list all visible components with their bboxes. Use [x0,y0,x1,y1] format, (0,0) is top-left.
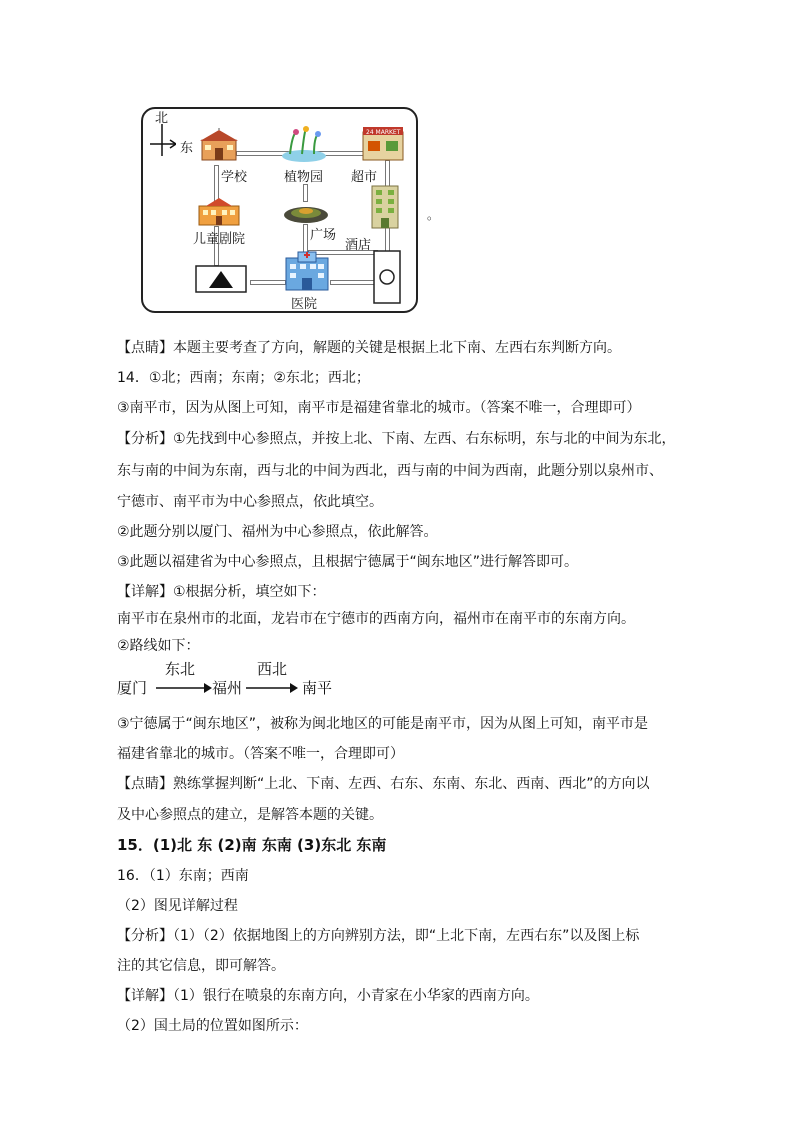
botanical-garden-icon [280,126,328,164]
text-line: 南平市在泉州市的北面，龙岩市在宁德市的西南方向，福州市在南平市的东南方向。 [117,611,635,627]
text-line: 及中心参照点的建立，是解答本题的关键。 [117,807,383,823]
text-line: ③此题以福建省为中心参照点，且根据宁德属于“闽东地区”进行解答即可。 [117,554,579,570]
text-line: ③宁德属于“闽东地区”，被称为闽北地区的可能是南平市，因为从图上可知，南平市是 [117,716,649,732]
text-line: 【分析】①先找到中心参照点，并按上北、下南、左西、右东标明，东与北的中间为东北， [117,431,676,447]
text-line: 【详解】（1）银行在喷泉的东南方向，小青家在小华家的西南方向。 [117,988,539,1004]
hospital-icon [284,250,330,292]
text-line: 宁德市、南平市为中心参照点，依此填空。 [117,494,383,510]
hotel-label: 酒店 [345,238,372,253]
text-line: （2）国土局的位置如图所示： [117,1018,308,1034]
route-from: 厦门 [117,679,148,697]
compass-north-label: 北 [155,111,169,126]
trailing-period: 。 [427,208,440,222]
arrow-right-icon [156,682,212,694]
road-bottom-left [250,280,286,285]
compass-east-label: 东 [180,141,194,156]
text-line: ②此题分别以厦门、福州为中心参照点，依此解答。 [117,524,438,540]
text-line: 注的其它信息，即可解答。 [117,958,285,974]
route-to: 南平 [302,679,333,697]
route-dir2: 西北 [257,660,288,678]
text-line: 【详解】①根据分析，填空如下： [117,584,326,600]
supermarket-icon [362,126,404,162]
childrens-theater-label: 儿童剧院 [193,232,246,247]
hospital-label: 医院 [291,297,318,312]
text-line: 【点睛】熟练掌握判断“上北、下南、左西、右东、东南、东北、西南、西北”的方向以 [117,776,650,792]
text-line: 【分析】（1）（2）依据地图上的方向辨别方法，即“上北下南，左西右东”以及图上标 [117,928,640,944]
road-bottom-right [330,280,375,285]
text-line: 东与南的中间为东南，西与北的中间为西北，西与南的中间为西南，此题分别以泉州市、 [117,463,663,479]
text-line: 16．（1）东南；西南 [117,868,249,884]
circle-marker-icon [373,250,401,304]
text-line: 福建省靠北的城市。（答案不唯一，合理即可） [117,746,404,762]
school-label: 学校 [221,170,248,185]
text-line: （2）图见详解过程 [117,898,238,914]
square-label: 广场 [310,228,337,243]
question-15-answer: 15．(1)北 东 (2)南 东南 (3)东北 东南 [117,836,387,854]
text-line: ③南平市，因为从图上可知，南平市是福建省靠北的城市。（答案不唯一，合理即可） [117,400,641,416]
route-dir1: 东北 [165,660,196,678]
hotel-icon [370,184,400,230]
supermarket-label: 超市 [351,170,378,185]
botanical-garden-label: 植物园 [284,170,324,185]
route-mid: 福州 [212,679,243,697]
triangle-marker-icon [195,265,247,293]
svg-text:24 MARKET: 24 MARKET [366,129,401,136]
text-line: 【点睛】本题主要考查了方向，解题的关键是根据上北下南、左西右东判断方向。 [117,340,621,356]
childrens-theater-icon [198,198,240,226]
text-line: ②路线如下： [117,638,200,654]
arrow-right-icon [246,682,298,694]
text-line: 14．①北；西南；东南；②东北；西北； [117,370,370,386]
school-icon [200,128,238,162]
square-icon [282,200,330,226]
